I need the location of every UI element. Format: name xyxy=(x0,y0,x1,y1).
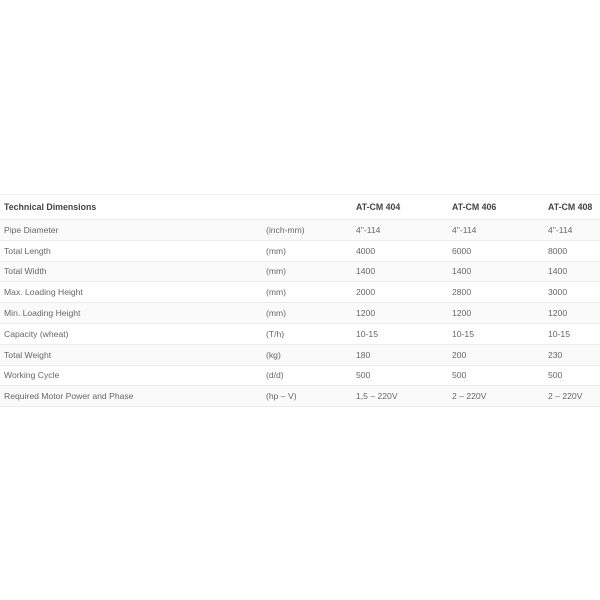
technical-dimensions-table xyxy=(0,194,600,407)
row-value-at-cm-404: 4"-114 xyxy=(352,220,448,241)
row-value-at-cm-406: 1200 xyxy=(448,303,544,324)
row-label: Max. Loading Height xyxy=(0,282,262,303)
row-value-at-cm-408: 4"-114 xyxy=(544,220,600,241)
row-value-at-cm-406: 2 – 220V xyxy=(448,386,544,407)
row-value-at-cm-408: 2 – 220V xyxy=(544,386,600,407)
table-row xyxy=(0,323,600,344)
row-value-at-cm-406: 500 xyxy=(448,365,544,386)
row-value-at-cm-404: 10-15 xyxy=(352,323,448,344)
row-value-at-cm-408: 230 xyxy=(544,344,600,365)
row-value-at-cm-404: 4000 xyxy=(352,240,448,261)
table-row xyxy=(0,344,600,365)
row-label: Capacity (wheat) xyxy=(0,323,262,344)
table-row xyxy=(0,220,600,241)
row-label: Working Cycle xyxy=(0,365,262,386)
row-label: Total Weight xyxy=(0,344,262,365)
row-value-at-cm-404: 1200 xyxy=(352,303,448,324)
row-unit: (mm) xyxy=(262,282,352,303)
row-value-at-cm-408: 500 xyxy=(544,365,600,386)
row-unit: (inch-mm) xyxy=(262,220,352,241)
header-model-at-cm-404: AT-CM 404 xyxy=(352,195,448,220)
row-value-at-cm-408: 1400 xyxy=(544,261,600,282)
row-value-at-cm-406: 2800 xyxy=(448,282,544,303)
row-unit: (mm) xyxy=(262,261,352,282)
row-unit: (mm) xyxy=(262,240,352,261)
technical-dimensions-table-wrapper xyxy=(0,194,600,407)
row-unit: (T/h) xyxy=(262,323,352,344)
row-value-at-cm-408: 3000 xyxy=(544,282,600,303)
header-model-at-cm-406: AT-CM 406 xyxy=(448,195,544,220)
row-value-at-cm-406: 4"-114 xyxy=(448,220,544,241)
table-header-row xyxy=(0,195,600,220)
row-unit: (d/d) xyxy=(262,365,352,386)
row-label: Total Length xyxy=(0,240,262,261)
row-value-at-cm-408: 1200 xyxy=(544,303,600,324)
row-value-at-cm-404: 500 xyxy=(352,365,448,386)
row-value-at-cm-406: 6000 xyxy=(448,240,544,261)
row-value-at-cm-404: 1400 xyxy=(352,261,448,282)
table-row xyxy=(0,365,600,386)
row-label: Pipe Diameter xyxy=(0,220,262,241)
row-value-at-cm-404: 2000 xyxy=(352,282,448,303)
row-unit: (kg) xyxy=(262,344,352,365)
row-value-at-cm-408: 8000 xyxy=(544,240,600,261)
row-unit: (mm) xyxy=(262,303,352,324)
row-label: Min. Loading Height xyxy=(0,303,262,324)
row-label: Total Width xyxy=(0,261,262,282)
table-row xyxy=(0,261,600,282)
header-unit xyxy=(262,195,352,220)
table-row xyxy=(0,240,600,261)
row-label: Required Motor Power and Phase xyxy=(0,386,262,407)
row-value-at-cm-406: 10-15 xyxy=(448,323,544,344)
table-row xyxy=(0,303,600,324)
table-row xyxy=(0,386,600,407)
header-model-at-cm-408: AT-CM 408 xyxy=(544,195,600,220)
row-value-at-cm-406: 1400 xyxy=(448,261,544,282)
table-row xyxy=(0,282,600,303)
row-value-at-cm-406: 200 xyxy=(448,344,544,365)
row-value-at-cm-404: 1,5 – 220V xyxy=(352,386,448,407)
row-unit: (hp – V) xyxy=(262,386,352,407)
row-value-at-cm-408: 10-15 xyxy=(544,323,600,344)
header-technical-dimensions: Technical Dimensions xyxy=(0,195,262,220)
row-value-at-cm-404: 180 xyxy=(352,344,448,365)
